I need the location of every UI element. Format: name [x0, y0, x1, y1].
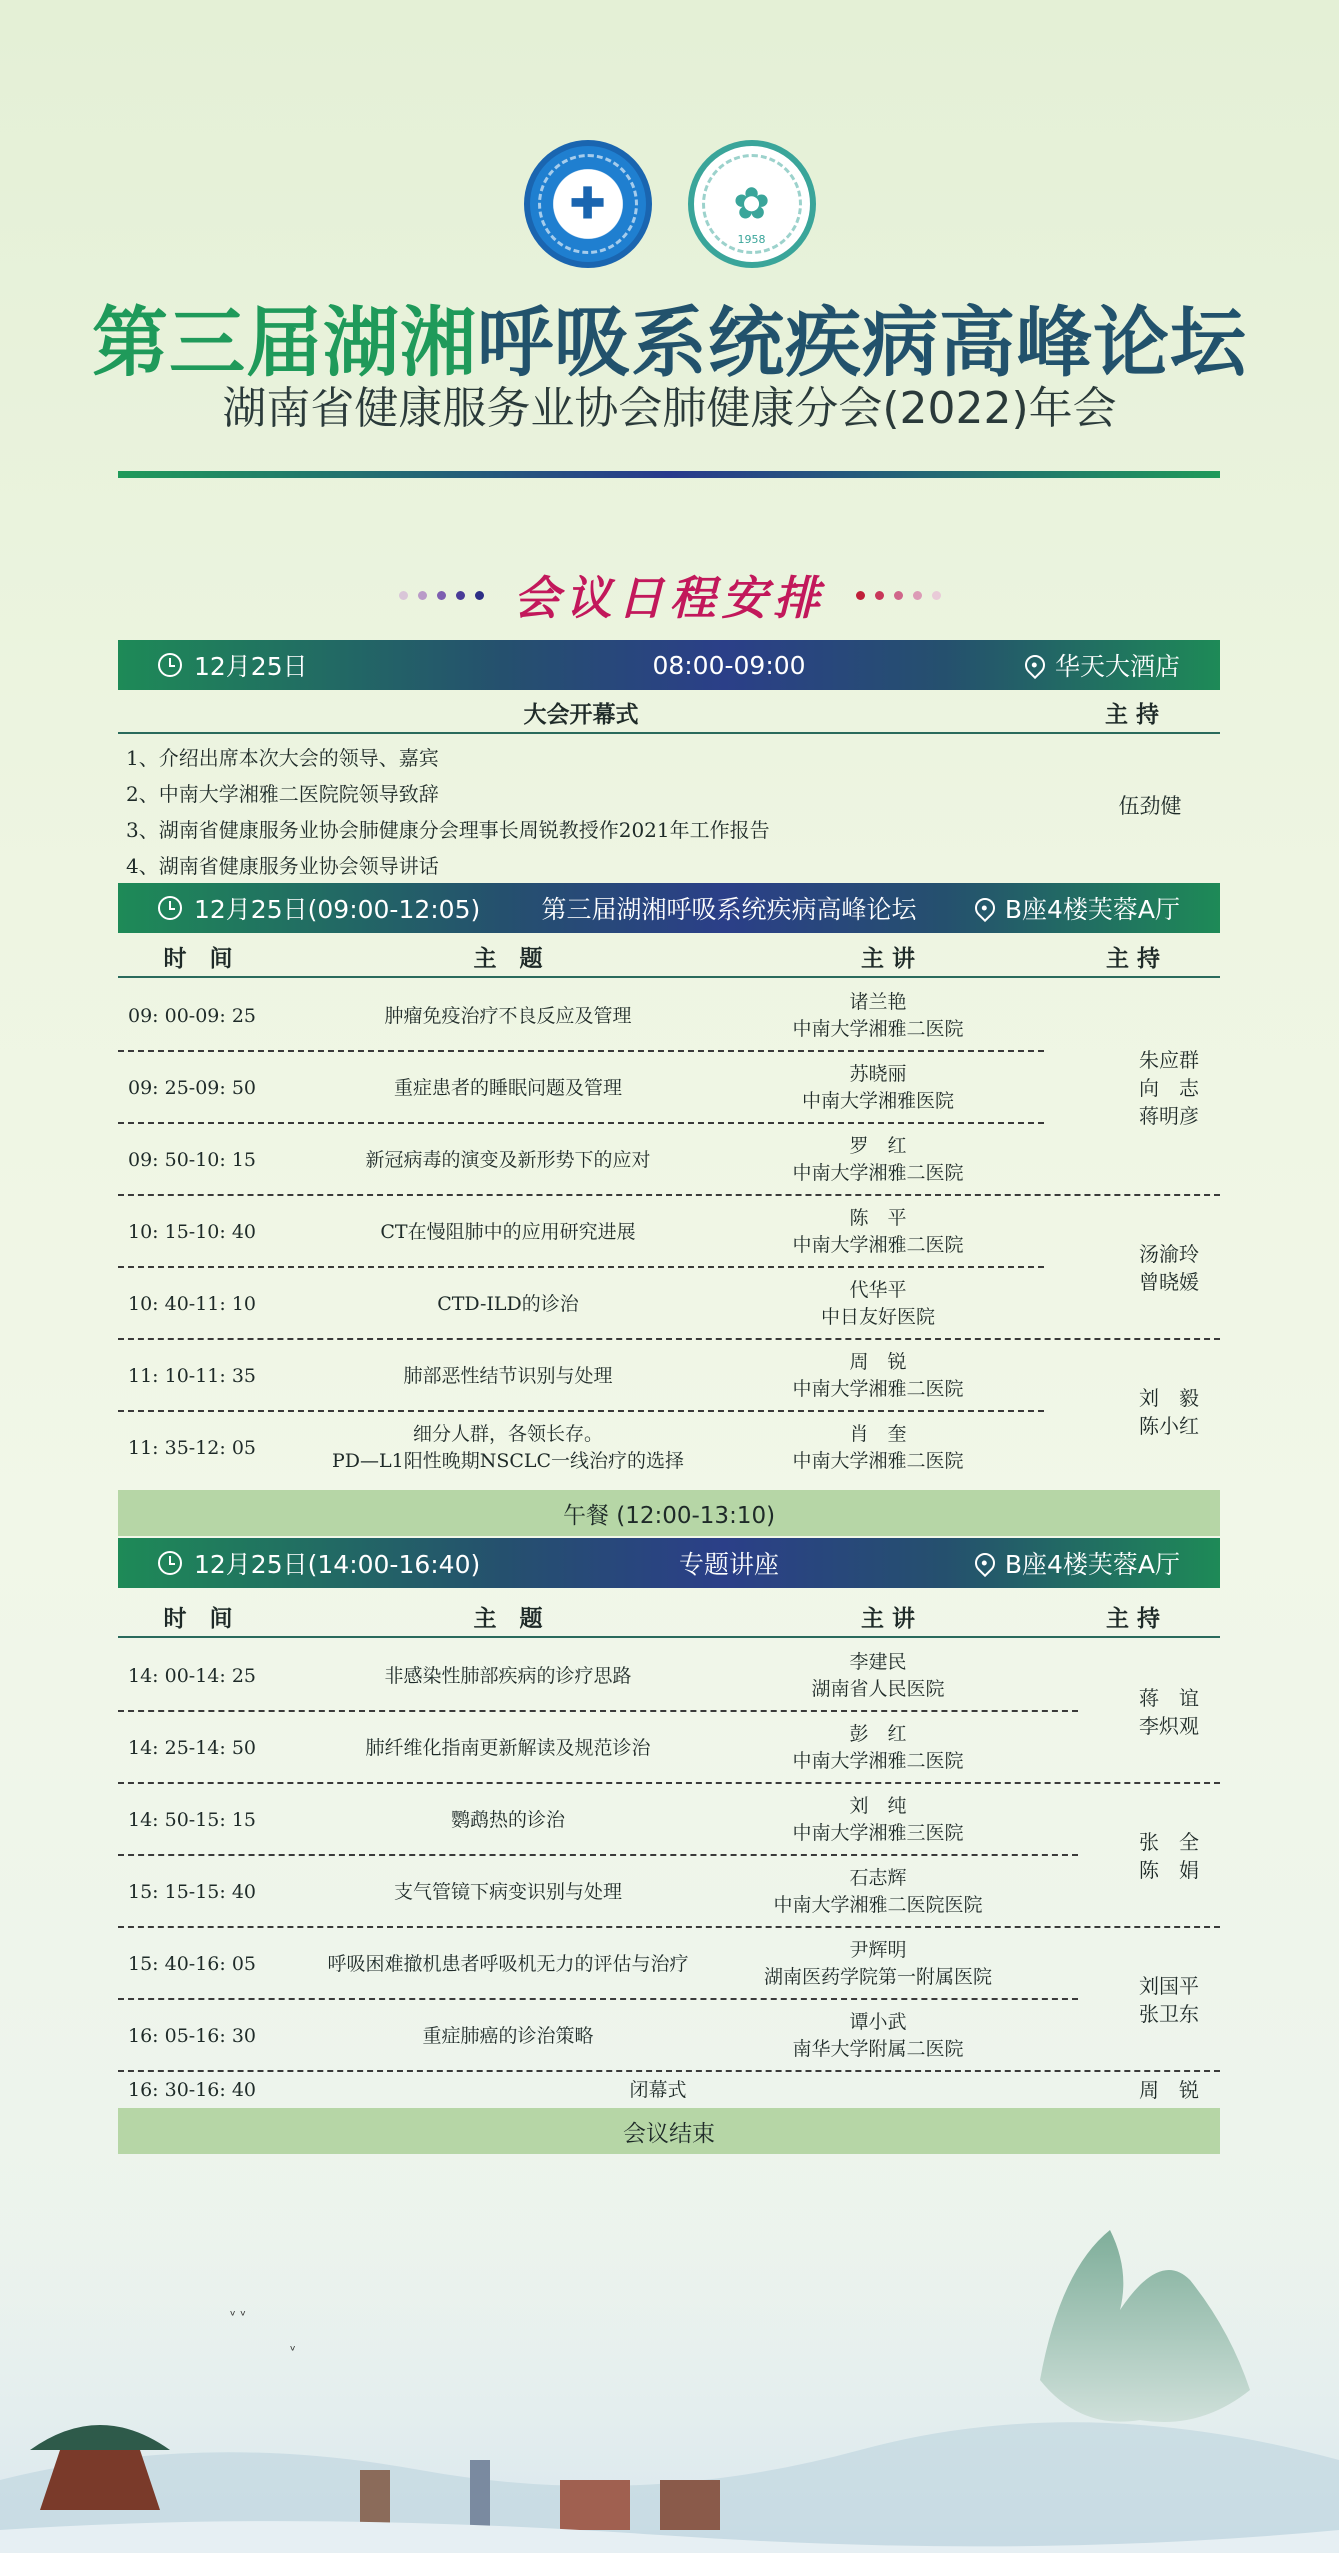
table-row — [118, 1196, 1220, 1268]
speaker-org: 南华大学附属二医院 — [792, 2038, 964, 2060]
row-topic — [288, 1928, 728, 2000]
row-topic — [288, 1640, 728, 1712]
logo-year: 1958 — [737, 233, 766, 246]
speaker-name: 谭小武 — [849, 2011, 907, 2033]
col-time: 时 间 — [163, 945, 233, 972]
lunch-bar: 午餐 (12:00-13:10) — [118, 1490, 1220, 1536]
building — [660, 2480, 720, 2530]
host-name: 刘国平 — [1139, 1974, 1199, 1998]
speaker-org: 中南大学湘雅二医院 — [792, 1450, 964, 1472]
logo-group — [0, 140, 1339, 268]
speaker-name: 李建民 — [849, 1651, 907, 1673]
row-time: 15: 15-15: 40 — [128, 1881, 257, 1903]
session2-venue-group — [920, 890, 1180, 926]
opening-item: 1、介绍出席本次大会的领导、嘉宾 — [126, 746, 439, 770]
row-topic-line: 呼吸困难撤机患者呼吸机无力的评估与治疗 — [327, 1952, 689, 1975]
main-title-part1: 第三届湖湘 — [92, 298, 477, 387]
clock-icon — [158, 1551, 182, 1575]
row-speaker — [718, 1196, 1038, 1268]
gate — [560, 2480, 630, 2530]
speaker-name: 肖 奎 — [849, 1423, 907, 1445]
dot — [913, 591, 922, 600]
row-time: 11: 10-11: 35 — [128, 1365, 257, 1387]
host-name: 曾晓媛 — [1139, 1270, 1199, 1294]
session1-header — [118, 692, 1220, 734]
location-pin-icon — [971, 1549, 999, 1577]
row-topic-line: 重症患者的睡眠问题及管理 — [393, 1076, 622, 1099]
col-topic: 主 题 — [473, 945, 543, 972]
row-topic — [288, 980, 728, 1052]
table-row — [118, 2000, 1220, 2072]
row-topic — [288, 1052, 728, 1124]
col-speaker: 主 讲 — [860, 945, 915, 972]
dot — [894, 591, 903, 600]
table-row — [118, 1856, 1220, 1928]
speaker-org: 中日友好医院 — [820, 1306, 935, 1328]
opening-item: 4、湖南省健康服务业协会领导讲话 — [126, 854, 439, 878]
row-speaker — [718, 2000, 1038, 2072]
speaker-org: 中南大学湘雅二医院 — [792, 1018, 964, 1040]
host-name: 朱应群 — [1139, 1048, 1199, 1072]
title-divider — [118, 471, 1220, 478]
closing-row — [118, 2072, 1220, 2108]
host-group — [1118, 1928, 1220, 2072]
dot — [932, 591, 941, 600]
speaker-name: 尹辉明 — [849, 1939, 907, 1961]
row-topic-line: 支气管镜下病变识别与处理 — [393, 1880, 622, 1903]
speaker-name: 周 锐 — [849, 1351, 907, 1373]
host-name: 汤渝玲 — [1139, 1242, 1199, 1266]
row-topic — [288, 1196, 728, 1268]
row-time: 16: 05-16: 30 — [128, 2025, 257, 2047]
right-dots — [856, 591, 941, 600]
bird-icon: ᵛ ᵛ — [230, 2308, 247, 2324]
session1-date: 12月25日 — [194, 652, 308, 681]
dot — [875, 591, 884, 600]
opening-item: 3、湖南省健康服务业协会肺健康分会理事长周锐教授作2021年工作报告 — [126, 818, 770, 842]
location-pin-icon — [1021, 651, 1049, 679]
row-topic-line: 新冠病毒的演变及新形势下的应对 — [365, 1148, 651, 1171]
row-time: 16: 30-16: 40 — [128, 2079, 257, 2101]
table-row — [118, 1124, 1220, 1196]
session2-venue: B座4楼芙蓉A厅 — [1004, 895, 1180, 924]
host-group — [1118, 1196, 1220, 1340]
session3-bar — [118, 1538, 1220, 1588]
session3-date-group — [158, 1545, 538, 1581]
session1-date-group — [158, 647, 538, 683]
col-host: 主 持 — [1105, 1605, 1160, 1632]
table-row — [118, 1412, 1220, 1484]
row-speaker — [718, 980, 1038, 1052]
speaker-name: 罗 红 — [849, 1135, 907, 1157]
hospital-logo — [688, 140, 816, 268]
session2-title: 第三届湖湘呼吸系统疾病高峰论坛 — [541, 895, 917, 924]
host-name: 蒋明彦 — [1139, 1104, 1199, 1128]
cross-icon: ✚ — [569, 178, 606, 230]
location-pin-icon — [971, 894, 999, 922]
row-topic — [438, 2072, 878, 2108]
speaker-org: 湖南省人民医院 — [811, 1678, 945, 1700]
session3-venue: B座4楼芙蓉A厅 — [1004, 1550, 1180, 1579]
row-topic — [288, 1412, 728, 1484]
opening-items — [126, 740, 1026, 884]
host-name: 周 锐 — [1139, 2078, 1199, 2102]
col-time: 时 间 — [163, 1605, 233, 1632]
host-name: 陈 娟 — [1139, 1858, 1199, 1882]
row-topic-line: CT在慢阻肺中的应用研究进展 — [380, 1220, 636, 1243]
row-topic-line: 非感染性肺部疾病的诊疗思路 — [384, 1664, 632, 1687]
host-name: 张卫东 — [1139, 2002, 1199, 2026]
row-topic-line: 闭幕式 — [629, 2078, 687, 2101]
association-logo — [524, 140, 652, 268]
opening-host: 伍劲健 — [1118, 794, 1182, 818]
dot — [437, 591, 446, 600]
end-bar: 会议结束 — [118, 2108, 1220, 2154]
row-topic-line: 肿瘤免疫治疗不良反应及管理 — [384, 1004, 632, 1027]
row-topic-line: 重症肺癌的诊治策略 — [422, 2024, 594, 2047]
session2-bar — [118, 883, 1220, 933]
col-topic: 主 题 — [473, 1605, 543, 1632]
speaker-org: 中南大学湘雅三医院 — [792, 1822, 964, 1844]
row-time: 10: 40-11: 10 — [128, 1293, 257, 1315]
session1-venue: 华天大酒店 — [1054, 652, 1180, 681]
speaker-org: 中南大学湘雅二医院 — [792, 1378, 964, 1400]
row-topic-line: 肺部恶性结节识别与处理 — [403, 1364, 613, 1387]
table-row — [118, 1712, 1220, 1784]
session1-bar — [118, 640, 1220, 690]
row-speaker — [718, 1052, 1038, 1124]
table-row — [118, 1640, 1220, 1712]
row-speaker — [718, 1856, 1038, 1928]
row-time: 11: 35-12: 05 — [128, 1437, 257, 1459]
dot — [418, 591, 427, 600]
speaker-org: 中南大学湘雅医院 — [801, 1090, 954, 1112]
session2-columns — [118, 936, 1220, 978]
row-topic — [288, 1856, 728, 1928]
host-group — [1118, 1640, 1220, 1784]
table-row — [118, 1928, 1220, 2000]
row-time: 09: 25-09: 50 — [128, 1077, 257, 1099]
clock-icon — [158, 653, 182, 677]
speaker-name: 代华平 — [849, 1279, 907, 1301]
host-name: 向 志 — [1139, 1076, 1199, 1100]
session2-date-group — [158, 890, 538, 926]
dot — [399, 591, 408, 600]
agenda-heading — [0, 562, 1339, 628]
row-time: 09: 50-10: 15 — [128, 1149, 257, 1171]
host-name: 刘 毅 — [1139, 1386, 1199, 1410]
host-name: 李炽观 — [1139, 1714, 1199, 1738]
session1-host-label: 主 持 — [1104, 701, 1159, 728]
speaker-name: 彭 红 — [849, 1723, 907, 1745]
row-topic-line: 鹦鹉热的诊治 — [450, 1808, 565, 1831]
session3-title: 专题讲座 — [678, 1550, 779, 1579]
table-row — [118, 1052, 1220, 1124]
row-time: 10: 15-10: 40 — [128, 1221, 257, 1243]
opening-item: 2、中南大学湘雅二医院院领导致辞 — [126, 782, 439, 806]
row-time: 14: 00-14: 25 — [128, 1665, 257, 1687]
table-row — [118, 1340, 1220, 1412]
row-topic-line: PD—L1阳性晚期NSCLC一线治疗的选择 — [331, 1450, 685, 1472]
session2-date: 12月25日(09:00-12:05) — [194, 895, 481, 924]
row-topic — [288, 1784, 728, 1856]
host-group — [1118, 1784, 1220, 1928]
dot — [856, 591, 865, 600]
row-topic-line: 肺纤维化指南更新解读及规范诊治 — [365, 1736, 651, 1759]
landscape-illustration — [0, 2150, 1339, 2553]
bird-icon: ᵛ — [290, 2343, 296, 2359]
table-row — [118, 1268, 1220, 1340]
row-topic — [288, 1712, 728, 1784]
speaker-org: 中南大学湘雅二医院 — [792, 1750, 964, 1772]
row-topic-line: 细分人群，各领长存。 — [412, 1423, 603, 1445]
tower — [360, 2470, 390, 2530]
host-group — [1118, 1340, 1220, 1484]
table-row — [118, 1784, 1220, 1856]
row-time: 09: 00-09: 25 — [128, 1005, 257, 1027]
clock-icon — [158, 896, 182, 920]
row-topic-line: CTD-ILD的诊治 — [437, 1292, 579, 1315]
session3-columns — [118, 1596, 1220, 1638]
row-topic — [288, 1268, 728, 1340]
row-time: 15: 40-16: 05 — [128, 1953, 257, 1975]
row-time: 14: 25-14: 50 — [128, 1737, 257, 1759]
row-speaker — [718, 1340, 1038, 1412]
col-speaker: 主 讲 — [860, 1605, 915, 1632]
dot — [456, 591, 465, 600]
session1-heading: 大会开幕式 — [523, 701, 639, 728]
dot — [475, 591, 484, 600]
agenda-title: 会议日程安排 — [513, 571, 826, 625]
session3-date: 12月25日(14:00-16:40) — [194, 1550, 481, 1579]
row-topic — [288, 2000, 728, 2072]
host-name: 蒋 谊 — [1139, 1686, 1199, 1710]
speaker-org: 湖南医药学院第一附属医院 — [763, 1966, 992, 1988]
pavilion — [40, 2450, 160, 2510]
session1-venue-group — [920, 647, 1180, 683]
row-speaker — [718, 1784, 1038, 1856]
session3-venue-group — [920, 1545, 1180, 1581]
speaker-name: 刘 纯 — [849, 1795, 907, 1817]
speaker-name: 苏晓丽 — [849, 1063, 907, 1085]
table-row — [118, 980, 1220, 1052]
main-title-part2: 呼吸系统疾病高峰论坛 — [477, 298, 1247, 387]
row-speaker — [718, 1124, 1038, 1196]
left-dots — [399, 591, 484, 600]
row-topic — [288, 1124, 728, 1196]
flower-icon: ✿ — [733, 178, 770, 230]
row-speaker — [718, 1640, 1038, 1712]
speaker-org: 中南大学湘雅二医院 — [792, 1234, 964, 1256]
speaker-name: 陈 平 — [849, 1207, 907, 1229]
session1-time: 08:00-09:00 — [652, 650, 806, 680]
speaker-org: 中南大学湘雅二医院 — [792, 1162, 964, 1184]
host-name: 陈小红 — [1139, 1414, 1199, 1438]
speaker-name: 诸兰艳 — [849, 991, 907, 1013]
row-topic — [288, 1340, 728, 1412]
row-speaker — [718, 1268, 1038, 1340]
row-time: 14: 50-15: 15 — [128, 1809, 257, 1831]
row-speaker — [718, 1712, 1038, 1784]
subtitle: 湖南省健康服务业协会肺健康分会(2022)年会 — [222, 383, 1117, 434]
row-speaker — [718, 1412, 1038, 1484]
tower — [470, 2460, 490, 2530]
col-host: 主 持 — [1105, 945, 1160, 972]
row-speaker — [718, 1928, 1038, 2000]
host-group — [1118, 980, 1220, 1196]
host-name: 张 全 — [1139, 1830, 1199, 1854]
closing-host — [1118, 2072, 1220, 2108]
speaker-name: 石志辉 — [849, 1867, 907, 1889]
speaker-org: 中南大学湘雅二医院医院 — [773, 1894, 983, 1916]
